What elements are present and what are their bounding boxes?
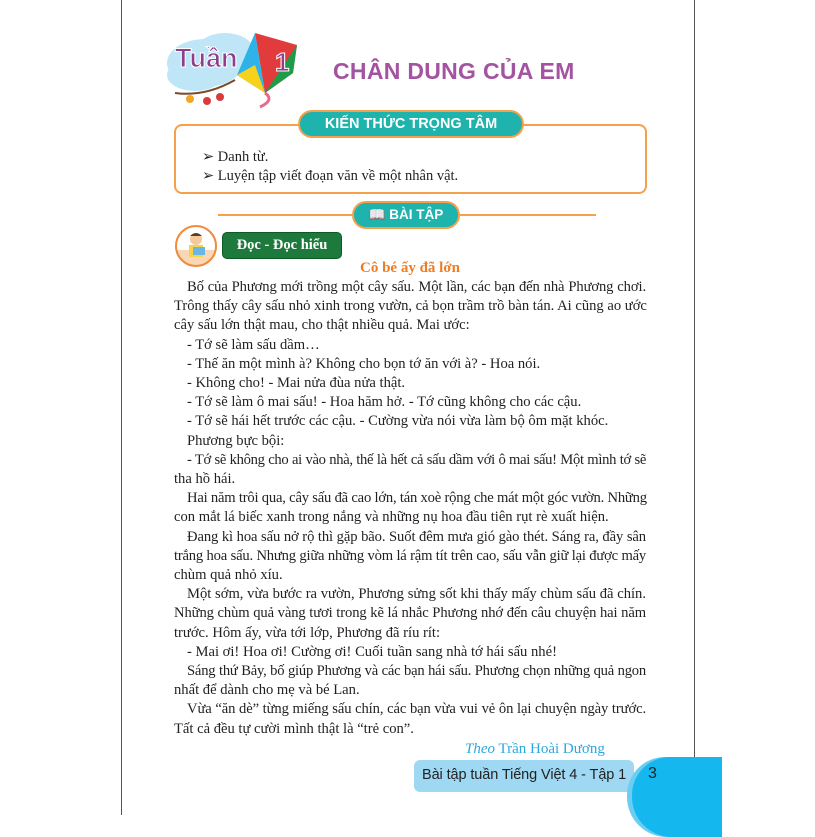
story-line: - Tớ sẽ không cho ai vào nhà, thế là hết cả sấu dầm với ô mai sấu! Một mình tớ sẽ	[187, 451, 646, 468]
divider	[218, 214, 354, 216]
page-number-tab	[632, 757, 722, 837]
story-line: Hai năm trôi qua, cây sấu đã cao lớn, tán xoè rộng che mát một góc vườn. Những	[187, 490, 647, 507]
story-line: cây sấu lớn thật mau, cho thật nhiều quả. Mai ước:	[174, 317, 470, 334]
story-line: nhất để dành cho mẹ và bé Lan.	[174, 682, 360, 699]
story-line: Trông thấy cây sấu nhỏ xinh trong vườn, cả bọn trầm trồ bàn tán. Ai cũng ao ước	[174, 298, 647, 315]
page-number: 3	[648, 765, 657, 782]
story-line: - Không cho! - Mai nửa đùa nửa thật.	[187, 375, 406, 391]
story-line: tha hồ hái.	[174, 471, 236, 487]
knowledge-item: ➢ Danh từ.	[202, 149, 269, 165]
story-line: - Tớ sẽ làm ô mai sấu! - Hoa hăm hở. - Tớ cũng không cho các cậu.	[187, 394, 582, 411]
story-line: - Mai ơi! Hoa ơi! Cường ơi! Cuối tuần sang nhà tớ hái sấu nhé!	[187, 643, 557, 660]
story-line: Tất cả đều tự cười mình thật là “trẻ con”.	[174, 720, 414, 737]
book-icon: 📖	[368, 207, 386, 222]
story-line: con mắt lá biếc xanh trong nắng và những nụ hoa đầu tiên rụt rè xuất hiện.	[174, 509, 609, 526]
story-author: Theo Trần Hoài Dương	[465, 741, 605, 757]
key-knowledge-heading: KIẾN THỨC TRỌNG TÂM	[298, 110, 524, 138]
story-line: Vừa “ăn dè” từng miếng sấu chín, các bạn vừa vui vẻ ôn lại chuyện ngày trước.	[187, 701, 646, 718]
exercises-heading: 📖 BÀI TẬP	[352, 201, 460, 229]
week-badge	[165, 25, 305, 110]
story-line: - Thế ăn một mình à? Không cho bọn tớ ăn với à? - Hoa nói.	[187, 355, 541, 372]
story-line: chùm quả nhỏ xíu.	[174, 567, 283, 583]
story-line: Đang kì hoa sấu nở rộ thì gặp bão. Suốt đêm mưa gió gào thét. Sáng ra, đầy sân	[187, 528, 646, 545]
story-line: trước. Hôm ấy, vừa tới lớp, Phương đã ríu rít:	[174, 624, 441, 641]
story-line: - Tớ sẽ hái hết trước các cậu. - Cường vừa nói vừa làm bộ ôm mặt khóc.	[187, 413, 609, 430]
arrow-bullet-icon: ➢	[202, 168, 218, 184]
story-title: Cô bé ấy đã lớn	[360, 260, 460, 276]
book-title: Bài tập tuần Tiếng Việt 4 - Tập 1	[422, 767, 627, 783]
page-title: CHÂN DUNG CỦA EM	[333, 58, 575, 84]
section-label: Đọc - Đọc hiểu	[222, 232, 342, 259]
story-line: Phương bực bội:	[187, 432, 285, 449]
story-line: Bố của Phương mới trồng một cây sấu. Một lần, các bạn đến nhà Phương chơi.	[187, 279, 646, 295]
week-number: 1	[275, 47, 290, 77]
knowledge-item: ➢ Luyện tập viết đoạn văn về một nhân vật.	[202, 168, 459, 184]
story-line: Một sớm, vừa bước ra vườn, Phương sửng sốt khi thấy mấy chùm sấu đã chín.	[187, 586, 646, 603]
story-line: - Tớ sẽ làm sấu dầm…	[187, 336, 320, 353]
arrow-bullet-icon: ➢	[202, 149, 218, 165]
week-label: Tuần	[175, 43, 238, 73]
divider	[456, 214, 596, 216]
story-line: Sáng thứ Bảy, bố giúp Phương và các bạn hái sấu. Phương chọn những quả ngon	[187, 663, 646, 679]
story-line: Những chùm quả vàng tươi trong kẽ lá nhắc Phương nhớ đến câu chuyện hai năm	[174, 605, 646, 622]
story-line: trắng hoa sấu. Nhưng giữa những vòm lá rậm tít trên cao, sấu vẫn giữ lại được mấy	[174, 547, 646, 564]
